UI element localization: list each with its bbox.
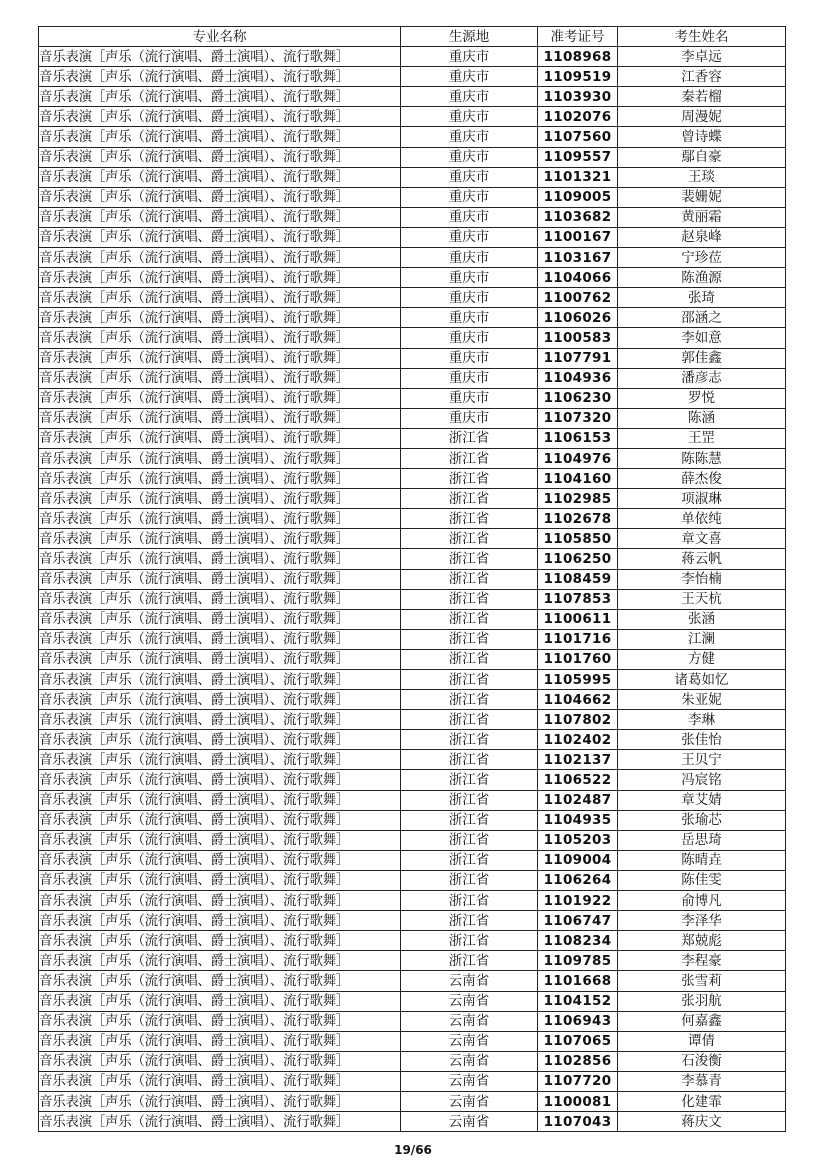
student-name-cell: 周漫妮	[618, 107, 786, 127]
exam-number-cell: 1101760	[538, 649, 618, 669]
major-cell: 音乐表演［声乐（流行演唱、爵士演唱）、流行歌舞］	[39, 629, 401, 649]
table-row	[39, 931, 786, 951]
origin-cell: 重庆市	[401, 147, 538, 167]
major-cell: 音乐表演［声乐（流行演唱、爵士演唱）、流行歌舞］	[39, 609, 401, 629]
student-name-cell: 李如意	[618, 328, 786, 348]
origin-cell: 浙江省	[401, 629, 538, 649]
major-cell: 音乐表演［声乐（流行演唱、爵士演唱）、流行歌舞］	[39, 489, 401, 509]
student-name-cell: 江澜	[618, 629, 786, 649]
student-name-cell: 俞博凡	[618, 891, 786, 911]
origin-cell: 浙江省	[401, 710, 538, 730]
origin-cell: 浙江省	[401, 549, 538, 569]
major-cell: 音乐表演［声乐（流行演唱、爵士演唱）、流行歌舞］	[39, 549, 401, 569]
origin-cell: 浙江省	[401, 448, 538, 468]
major-cell: 音乐表演［声乐（流行演唱、爵士演唱）、流行歌舞］	[39, 87, 401, 107]
major-cell: 音乐表演［声乐（流行演唱、爵士演唱）、流行歌舞］	[39, 1112, 401, 1132]
exam-number-cell: 1109005	[538, 187, 618, 207]
table-row	[39, 509, 786, 529]
exam-number-cell: 1102856	[538, 1051, 618, 1071]
origin-cell: 重庆市	[401, 67, 538, 87]
exam-number-cell: 1102076	[538, 107, 618, 127]
exam-number-cell: 1108968	[538, 47, 618, 67]
major-cell: 音乐表演［声乐（流行演唱、爵士演唱）、流行歌舞］	[39, 750, 401, 770]
major-cell: 音乐表演［声乐（流行演唱、爵士演唱）、流行歌舞］	[39, 1051, 401, 1071]
origin-cell: 重庆市	[401, 227, 538, 247]
major-cell: 音乐表演［声乐（流行演唱、爵士演唱）、流行歌舞］	[39, 107, 401, 127]
major-cell: 音乐表演［声乐（流行演唱、爵士演唱）、流行歌舞］	[39, 187, 401, 207]
exam-number-cell: 1109557	[538, 147, 618, 167]
exam-number-cell: 1106264	[538, 870, 618, 890]
major-cell: 音乐表演［声乐（流行演唱、爵士演唱）、流行歌舞］	[39, 207, 401, 227]
origin-cell: 浙江省	[401, 790, 538, 810]
origin-cell: 浙江省	[401, 951, 538, 971]
origin-cell: 浙江省	[401, 850, 538, 870]
student-name-cell: 朱亚妮	[618, 690, 786, 710]
table-row	[39, 730, 786, 750]
major-cell: 音乐表演［声乐（流行演唱、爵士演唱）、流行歌舞］	[39, 448, 401, 468]
origin-cell: 浙江省	[401, 870, 538, 890]
origin-cell: 重庆市	[401, 388, 538, 408]
student-name-cell: 宁珍莅	[618, 248, 786, 268]
exam-number-cell: 1108459	[538, 569, 618, 589]
origin-cell: 浙江省	[401, 750, 538, 770]
exam-number-cell: 1105850	[538, 529, 618, 549]
exam-number-cell: 1104976	[538, 448, 618, 468]
exam-number-cell: 1103682	[538, 207, 618, 227]
exam-number-cell: 1100762	[538, 288, 618, 308]
origin-cell: 浙江省	[401, 730, 538, 750]
student-name-cell: 陈佳雯	[618, 870, 786, 890]
major-cell: 音乐表演［声乐（流行演唱、爵士演唱）、流行歌舞］	[39, 850, 401, 870]
table-row	[39, 489, 786, 509]
exam-number-cell: 1101321	[538, 167, 618, 187]
header-major: 专业名称	[39, 27, 401, 47]
table-row	[39, 268, 786, 288]
exam-number-cell: 1104662	[538, 690, 618, 710]
table-row	[39, 448, 786, 468]
table-row	[39, 911, 786, 931]
exam-number-cell: 1104935	[538, 810, 618, 830]
student-name-cell: 李慕青	[618, 1071, 786, 1091]
table-row	[39, 850, 786, 870]
origin-cell: 重庆市	[401, 308, 538, 328]
student-name-cell: 李卓远	[618, 47, 786, 67]
table-header-row	[39, 27, 786, 47]
origin-cell: 浙江省	[401, 810, 538, 830]
major-cell: 音乐表演［声乐（流行演唱、爵士演唱）、流行歌舞］	[39, 649, 401, 669]
major-cell: 音乐表演［声乐（流行演唱、爵士演唱）、流行歌舞］	[39, 951, 401, 971]
exam-number-cell: 1105995	[538, 670, 618, 690]
student-name-cell: 张瑜芯	[618, 810, 786, 830]
origin-cell: 浙江省	[401, 509, 538, 529]
table-row	[39, 1031, 786, 1051]
origin-cell: 云南省	[401, 991, 538, 1011]
origin-cell: 重庆市	[401, 127, 538, 147]
table-row	[39, 690, 786, 710]
table-row	[39, 971, 786, 991]
table-row	[39, 670, 786, 690]
table-row	[39, 207, 786, 227]
exam-number-cell: 1107853	[538, 589, 618, 609]
origin-cell: 重庆市	[401, 288, 538, 308]
student-name-cell: 郑兢彪	[618, 931, 786, 951]
major-cell: 音乐表演［声乐（流行演唱、爵士演唱）、流行歌舞］	[39, 991, 401, 1011]
origin-cell: 浙江省	[401, 891, 538, 911]
exam-number-cell: 1106522	[538, 770, 618, 790]
student-name-cell: 薛杰俊	[618, 469, 786, 489]
student-name-cell: 李琳	[618, 710, 786, 730]
origin-cell: 重庆市	[401, 348, 538, 368]
origin-cell: 重庆市	[401, 368, 538, 388]
table-row	[39, 388, 786, 408]
exam-number-cell: 1104160	[538, 469, 618, 489]
table-row	[39, 790, 786, 810]
major-cell: 音乐表演［声乐（流行演唱、爵士演唱）、流行歌舞］	[39, 388, 401, 408]
table-row	[39, 1011, 786, 1031]
table-row	[39, 810, 786, 830]
student-name-cell: 蒋庆文	[618, 1112, 786, 1132]
major-cell: 音乐表演［声乐（流行演唱、爵士演唱）、流行歌舞］	[39, 569, 401, 589]
student-name-cell: 王天杭	[618, 589, 786, 609]
student-name-cell: 项淑琳	[618, 489, 786, 509]
admission-list-table	[38, 26, 786, 1132]
major-cell: 音乐表演［声乐（流行演唱、爵士演唱）、流行歌舞］	[39, 971, 401, 991]
exam-number-cell: 1106153	[538, 428, 618, 448]
student-name-cell: 王罡	[618, 428, 786, 448]
major-cell: 音乐表演［声乐（流行演唱、爵士演唱）、流行歌舞］	[39, 147, 401, 167]
table-row	[39, 328, 786, 348]
table-row	[39, 227, 786, 247]
table-row	[39, 127, 786, 147]
table-row	[39, 288, 786, 308]
student-name-cell: 章文喜	[618, 529, 786, 549]
student-name-cell: 单依纯	[618, 509, 786, 529]
major-cell: 音乐表演［声乐（流行演唱、爵士演唱）、流行歌舞］	[39, 670, 401, 690]
table-row	[39, 870, 786, 890]
exam-number-cell: 1101922	[538, 891, 618, 911]
exam-number-cell: 1107065	[538, 1031, 618, 1051]
major-cell: 音乐表演［声乐（流行演唱、爵士演唱）、流行歌舞］	[39, 830, 401, 850]
major-cell: 音乐表演［声乐（流行演唱、爵士演唱）、流行歌舞］	[39, 891, 401, 911]
origin-cell: 重庆市	[401, 167, 538, 187]
student-name-cell: 王琰	[618, 167, 786, 187]
table-row	[39, 710, 786, 730]
exam-number-cell: 1106026	[538, 308, 618, 328]
table-row	[39, 891, 786, 911]
origin-cell: 浙江省	[401, 649, 538, 669]
table-row	[39, 87, 786, 107]
table-row	[39, 1112, 786, 1132]
exam-number-cell: 1104152	[538, 991, 618, 1011]
origin-cell: 浙江省	[401, 911, 538, 931]
origin-cell: 浙江省	[401, 589, 538, 609]
table-row	[39, 951, 786, 971]
exam-number-cell: 1102402	[538, 730, 618, 750]
major-cell: 音乐表演［声乐（流行演唱、爵士演唱）、流行歌舞］	[39, 690, 401, 710]
exam-number-cell: 1102137	[538, 750, 618, 770]
major-cell: 音乐表演［声乐（流行演唱、爵士演唱）、流行歌舞］	[39, 589, 401, 609]
origin-cell: 浙江省	[401, 830, 538, 850]
major-cell: 音乐表演［声乐（流行演唱、爵士演唱）、流行歌舞］	[39, 268, 401, 288]
table-row	[39, 308, 786, 328]
major-cell: 音乐表演［声乐（流行演唱、爵士演唱）、流行歌舞］	[39, 1011, 401, 1031]
major-cell: 音乐表演［声乐（流行演唱、爵士演唱）、流行歌舞］	[39, 911, 401, 931]
origin-cell: 浙江省	[401, 469, 538, 489]
major-cell: 音乐表演［声乐（流行演唱、爵士演唱）、流行歌舞］	[39, 1031, 401, 1051]
table-row	[39, 469, 786, 489]
table-row	[39, 991, 786, 1011]
header-exam-number: 准考证号	[538, 27, 618, 47]
table-body	[39, 47, 786, 1132]
exam-number-cell: 1108234	[538, 931, 618, 951]
table-row	[39, 167, 786, 187]
major-cell: 音乐表演［声乐（流行演唱、爵士演唱）、流行歌舞］	[39, 770, 401, 790]
table-row	[39, 248, 786, 268]
major-cell: 音乐表演［声乐（流行演唱、爵士演唱）、流行歌舞］	[39, 529, 401, 549]
student-name-cell: 赵泉峰	[618, 227, 786, 247]
origin-cell: 云南省	[401, 1011, 538, 1031]
table-row	[39, 629, 786, 649]
major-cell: 音乐表演［声乐（流行演唱、爵士演唱）、流行歌舞］	[39, 1091, 401, 1111]
origin-cell: 浙江省	[401, 931, 538, 951]
origin-cell: 重庆市	[401, 328, 538, 348]
student-name-cell: 蒋云帆	[618, 549, 786, 569]
origin-cell: 浙江省	[401, 690, 538, 710]
exam-number-cell: 1100167	[538, 227, 618, 247]
major-cell: 音乐表演［声乐（流行演唱、爵士演唱）、流行歌舞］	[39, 931, 401, 951]
origin-cell: 重庆市	[401, 187, 538, 207]
origin-cell: 浙江省	[401, 569, 538, 589]
student-name-cell: 黄丽霜	[618, 207, 786, 227]
exam-number-cell: 1109004	[538, 850, 618, 870]
student-name-cell: 陈涵	[618, 408, 786, 428]
student-name-cell: 陈晴垚	[618, 850, 786, 870]
table-row	[39, 348, 786, 368]
exam-number-cell: 1107043	[538, 1112, 618, 1132]
student-name-cell: 张琦	[618, 288, 786, 308]
student-name-cell: 张佳怡	[618, 730, 786, 750]
student-name-cell: 秦若榴	[618, 87, 786, 107]
student-name-cell: 王贝宁	[618, 750, 786, 770]
student-name-cell: 李怡楠	[618, 569, 786, 589]
origin-cell: 重庆市	[401, 47, 538, 67]
major-cell: 音乐表演［声乐（流行演唱、爵士演唱）、流行歌舞］	[39, 288, 401, 308]
origin-cell: 云南省	[401, 1112, 538, 1132]
student-name-cell: 张羽航	[618, 991, 786, 1011]
exam-number-cell: 1103167	[538, 248, 618, 268]
origin-cell: 浙江省	[401, 770, 538, 790]
major-cell: 音乐表演［声乐（流行演唱、爵士演唱）、流行歌舞］	[39, 810, 401, 830]
student-name-cell: 章艾婧	[618, 790, 786, 810]
student-name-cell: 化建霏	[618, 1091, 786, 1111]
origin-cell: 云南省	[401, 1031, 538, 1051]
origin-cell: 重庆市	[401, 107, 538, 127]
exam-number-cell: 1101716	[538, 629, 618, 649]
origin-cell: 重庆市	[401, 268, 538, 288]
student-name-cell: 潘彦志	[618, 368, 786, 388]
exam-number-cell: 1102985	[538, 489, 618, 509]
major-cell: 音乐表演［声乐（流行演唱、爵士演唱）、流行歌舞］	[39, 1071, 401, 1091]
table-row	[39, 549, 786, 569]
exam-number-cell: 1109519	[538, 67, 618, 87]
table-row	[39, 408, 786, 428]
exam-number-cell: 1100583	[538, 328, 618, 348]
major-cell: 音乐表演［声乐（流行演唱、爵士演唱）、流行歌舞］	[39, 328, 401, 348]
major-cell: 音乐表演［声乐（流行演唱、爵士演唱）、流行歌舞］	[39, 127, 401, 147]
student-name-cell: 裴姗妮	[618, 187, 786, 207]
student-name-cell: 方健	[618, 649, 786, 669]
table-row	[39, 107, 786, 127]
student-name-cell: 张涵	[618, 609, 786, 629]
exam-number-cell: 1107802	[538, 710, 618, 730]
table-row	[39, 1071, 786, 1091]
exam-number-cell: 1100611	[538, 609, 618, 629]
major-cell: 音乐表演［声乐（流行演唱、爵士演唱）、流行歌舞］	[39, 469, 401, 489]
major-cell: 音乐表演［声乐（流行演唱、爵士演唱）、流行歌舞］	[39, 730, 401, 750]
exam-number-cell: 1106747	[538, 911, 618, 931]
table-row	[39, 609, 786, 629]
student-name-cell: 罗悦	[618, 388, 786, 408]
student-name-cell: 陈渔源	[618, 268, 786, 288]
major-cell: 音乐表演［声乐（流行演唱、爵士演唱）、流行歌舞］	[39, 509, 401, 529]
page-number: 19/66	[394, 1143, 432, 1157]
student-name-cell: 李程豪	[618, 951, 786, 971]
exam-number-cell: 1107560	[538, 127, 618, 147]
origin-cell: 云南省	[401, 971, 538, 991]
origin-cell: 重庆市	[401, 87, 538, 107]
major-cell: 音乐表演［声乐（流行演唱、爵士演唱）、流行歌舞］	[39, 167, 401, 187]
major-cell: 音乐表演［声乐（流行演唱、爵士演唱）、流行歌舞］	[39, 348, 401, 368]
exam-number-cell: 1104936	[538, 368, 618, 388]
student-name-cell: 石浚衡	[618, 1051, 786, 1071]
origin-cell: 云南省	[401, 1051, 538, 1071]
student-name-cell: 郭佳鑫	[618, 348, 786, 368]
origin-cell: 浙江省	[401, 489, 538, 509]
table-row	[39, 830, 786, 850]
major-cell: 音乐表演［声乐（流行演唱、爵士演唱）、流行歌舞］	[39, 428, 401, 448]
exam-number-cell: 1105203	[538, 830, 618, 850]
exam-number-cell: 1107720	[538, 1071, 618, 1091]
table-row	[39, 368, 786, 388]
student-name-cell: 江香容	[618, 67, 786, 87]
table-row	[39, 187, 786, 207]
student-name-cell: 张雪莉	[618, 971, 786, 991]
origin-cell: 云南省	[401, 1071, 538, 1091]
major-cell: 音乐表演［声乐（流行演唱、爵士演唱）、流行歌舞］	[39, 67, 401, 87]
major-cell: 音乐表演［声乐（流行演唱、爵士演唱）、流行歌舞］	[39, 790, 401, 810]
origin-cell: 重庆市	[401, 408, 538, 428]
exam-number-cell: 1103930	[538, 87, 618, 107]
origin-cell: 云南省	[401, 1091, 538, 1111]
student-name-cell: 冯宸铭	[618, 770, 786, 790]
exam-number-cell: 1107791	[538, 348, 618, 368]
exam-number-cell: 1106943	[538, 1011, 618, 1031]
student-name-cell: 岳思琦	[618, 830, 786, 850]
student-name-cell: 何嘉鑫	[618, 1011, 786, 1031]
table-row	[39, 47, 786, 67]
table-row	[39, 1091, 786, 1111]
major-cell: 音乐表演［声乐（流行演唱、爵士演唱）、流行歌舞］	[39, 47, 401, 67]
table-row	[39, 569, 786, 589]
major-cell: 音乐表演［声乐（流行演唱、爵士演唱）、流行歌舞］	[39, 870, 401, 890]
table-row	[39, 770, 786, 790]
table-row	[39, 529, 786, 549]
header-origin: 生源地	[401, 27, 538, 47]
exam-number-cell: 1104066	[538, 268, 618, 288]
major-cell: 音乐表演［声乐（流行演唱、爵士演唱）、流行歌舞］	[39, 368, 401, 388]
exam-number-cell: 1102678	[538, 509, 618, 529]
student-name-cell: 陈陈慧	[618, 448, 786, 468]
table-row	[39, 147, 786, 167]
exam-number-cell: 1109785	[538, 951, 618, 971]
major-cell: 音乐表演［声乐（流行演唱、爵士演唱）、流行歌舞］	[39, 248, 401, 268]
student-name-cell: 鄢自豪	[618, 147, 786, 167]
student-name-cell: 诸葛如忆	[618, 670, 786, 690]
origin-cell: 重庆市	[401, 207, 538, 227]
table-row	[39, 649, 786, 669]
exam-number-cell: 1107320	[538, 408, 618, 428]
major-cell: 音乐表演［声乐（流行演唱、爵士演唱）、流行歌舞］	[39, 308, 401, 328]
exam-number-cell: 1106250	[538, 549, 618, 569]
origin-cell: 浙江省	[401, 529, 538, 549]
origin-cell: 重庆市	[401, 248, 538, 268]
major-cell: 音乐表演［声乐（流行演唱、爵士演唱）、流行歌舞］	[39, 710, 401, 730]
table-row	[39, 428, 786, 448]
origin-cell: 浙江省	[401, 670, 538, 690]
header-name: 考生姓名	[618, 27, 786, 47]
exam-number-cell: 1106230	[538, 388, 618, 408]
table-row	[39, 1051, 786, 1071]
exam-number-cell: 1102487	[538, 790, 618, 810]
student-name-cell: 邵涵之	[618, 308, 786, 328]
origin-cell: 浙江省	[401, 428, 538, 448]
major-cell: 音乐表演［声乐（流行演唱、爵士演唱）、流行歌舞］	[39, 227, 401, 247]
origin-cell: 浙江省	[401, 609, 538, 629]
student-name-cell: 曾诗蝶	[618, 127, 786, 147]
table-row	[39, 750, 786, 770]
table-row	[39, 589, 786, 609]
student-name-cell: 李泽华	[618, 911, 786, 931]
exam-number-cell: 1100081	[538, 1091, 618, 1111]
exam-number-cell: 1101668	[538, 971, 618, 991]
student-name-cell: 谭倩	[618, 1031, 786, 1051]
table-row	[39, 67, 786, 87]
major-cell: 音乐表演［声乐（流行演唱、爵士演唱）、流行歌舞］	[39, 408, 401, 428]
